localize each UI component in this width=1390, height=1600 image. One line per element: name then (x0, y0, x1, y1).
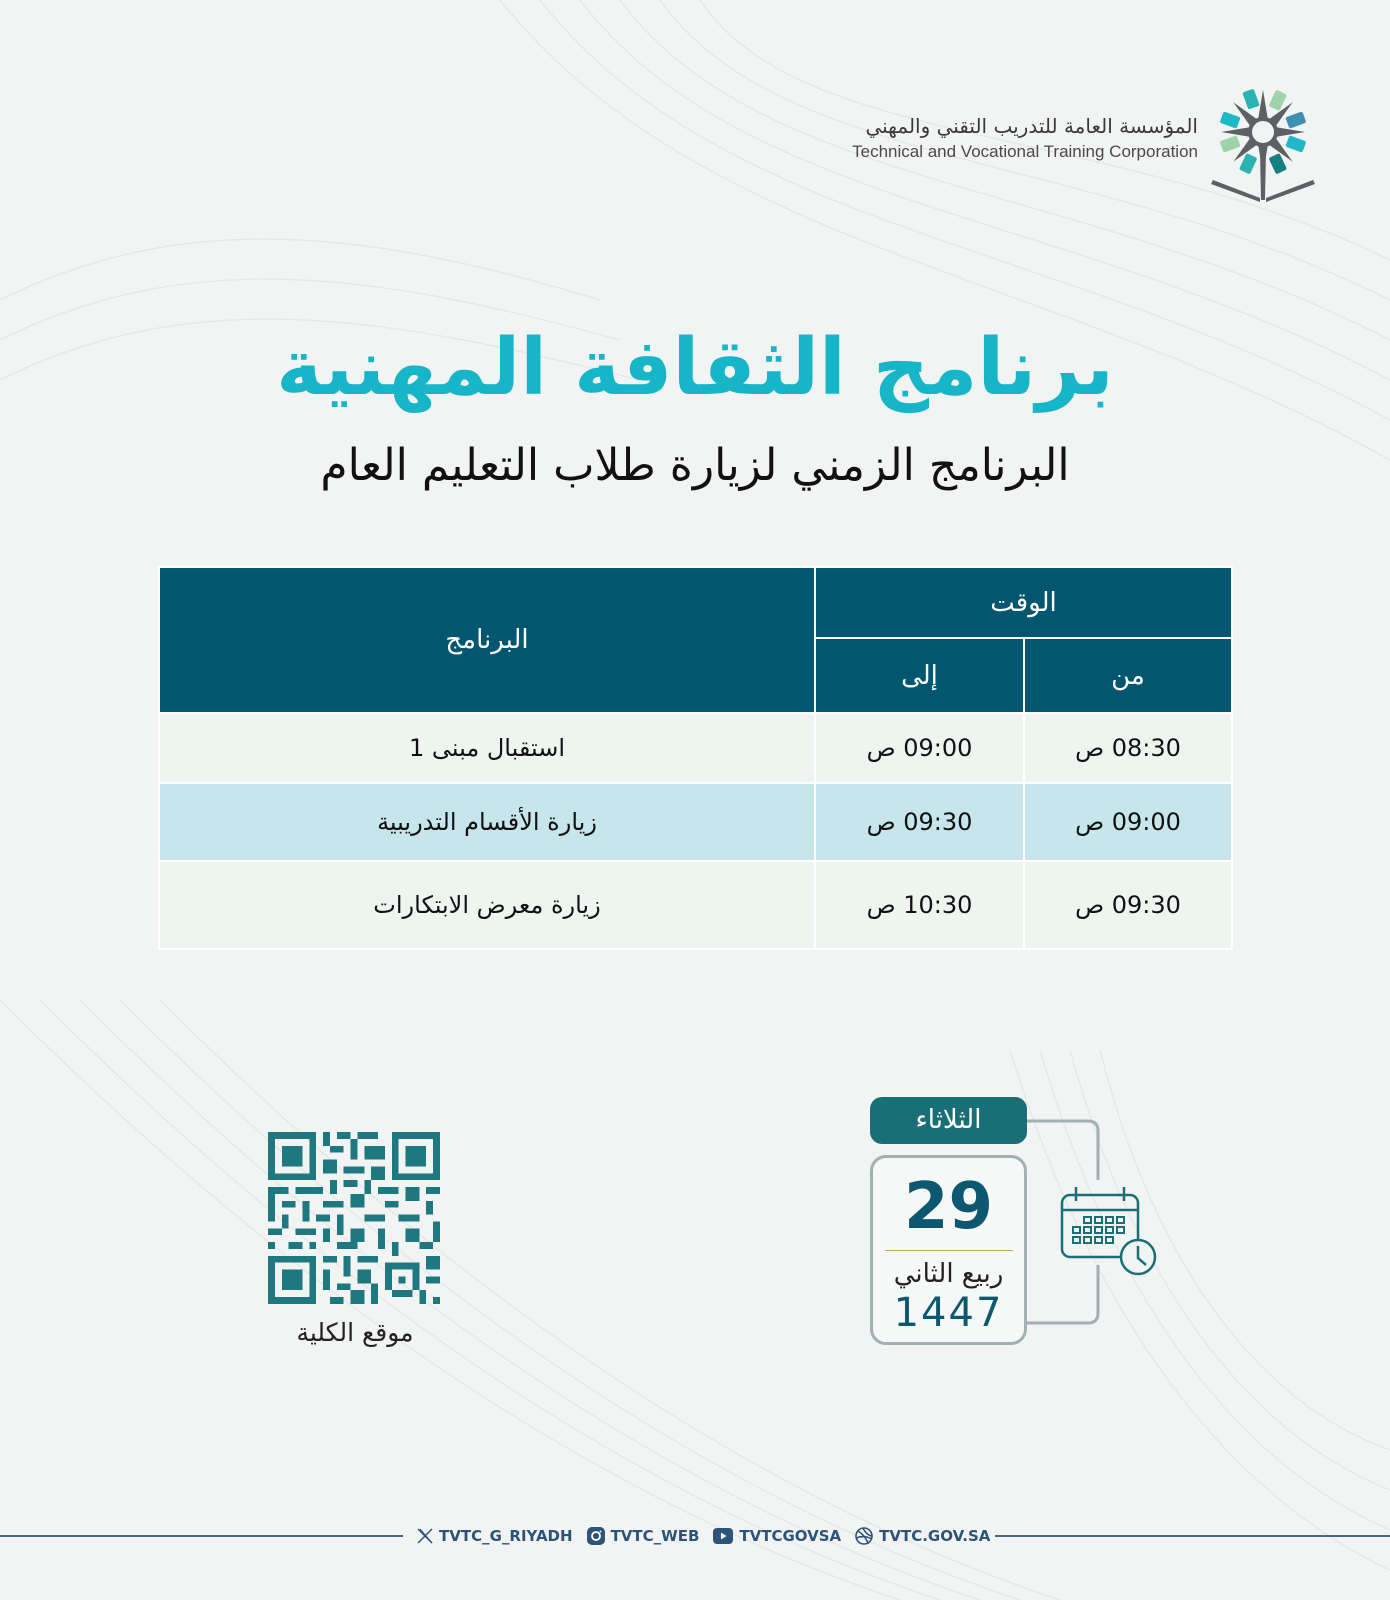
footer-link-label: TVTC_WEB (610, 1527, 700, 1545)
date-card (870, 1155, 1027, 1345)
footer-divider-right (995, 1535, 1390, 1537)
org-name-arabic: المؤسسة العامة للتدريب التقني والمهني (865, 114, 1198, 138)
date-year: 1447 (893, 1290, 1004, 1336)
page-subtitle: البرنامج الزمني لزيارة طلاب التعليم العام (320, 440, 1070, 491)
tvtc-emblem-icon (1208, 80, 1318, 202)
qr-label: موقع الكلية (296, 1318, 414, 1347)
date-day: 29 (903, 1170, 994, 1244)
cell-from: 09:30 ص (1024, 861, 1232, 949)
header-from: من (1024, 638, 1232, 713)
weekday-badge: الثلاثاء (870, 1097, 1027, 1144)
instagram-icon (587, 1527, 605, 1545)
table-row (159, 783, 1232, 861)
cell-program: زيارة معرض الابتكارات (159, 861, 815, 949)
date-connector (1020, 1115, 1160, 1355)
cell-to: 10:30 ص (815, 861, 1024, 949)
table-header-row (159, 567, 1232, 638)
footer-link-label: TVTC.GOV.SA (879, 1527, 991, 1545)
header-to: إلى (815, 638, 1024, 713)
footer-link-youtube[interactable] (713, 1527, 841, 1545)
cell-program: زيارة الأقسام التدريبية (159, 783, 815, 861)
cell-to: 09:00 ص (815, 713, 1024, 783)
cell-to: 09:30 ص (815, 783, 1024, 861)
footer-link-x[interactable] (417, 1527, 573, 1545)
qr-code[interactable] (268, 1132, 440, 1304)
cell-program: استقبال مبنى 1 (159, 713, 815, 783)
footer-divider-left (0, 1535, 403, 1537)
cell-from: 09:00 ص (1024, 783, 1232, 861)
table-row (159, 713, 1232, 783)
cell-from: 08:30 ص (1024, 713, 1232, 783)
org-name (852, 112, 1198, 164)
date-divider (885, 1250, 1013, 1251)
page-title: برنامج الثقافة المهنية (276, 323, 1114, 413)
table-row (159, 861, 1232, 949)
footer-link-label: TVTC_G_RIYADH (439, 1527, 573, 1545)
x-twitter-icon (417, 1528, 433, 1544)
schedule-table (158, 566, 1233, 950)
footer-link-website[interactable] (855, 1527, 990, 1545)
header-program: البرنامج (159, 567, 815, 713)
footer-social-links (417, 1522, 990, 1550)
org-name-english: Technical and Vocational Training Corporation (852, 142, 1198, 161)
date-month: ربيع الثاني (893, 1259, 1004, 1289)
footer-link-instagram[interactable] (587, 1527, 700, 1545)
header-time: الوقت (815, 567, 1232, 638)
footer-link-label: TVTCGOVSA (739, 1527, 842, 1545)
calendar-clock-icon (1062, 1187, 1155, 1274)
youtube-icon (713, 1528, 733, 1544)
globe-icon (855, 1527, 873, 1545)
